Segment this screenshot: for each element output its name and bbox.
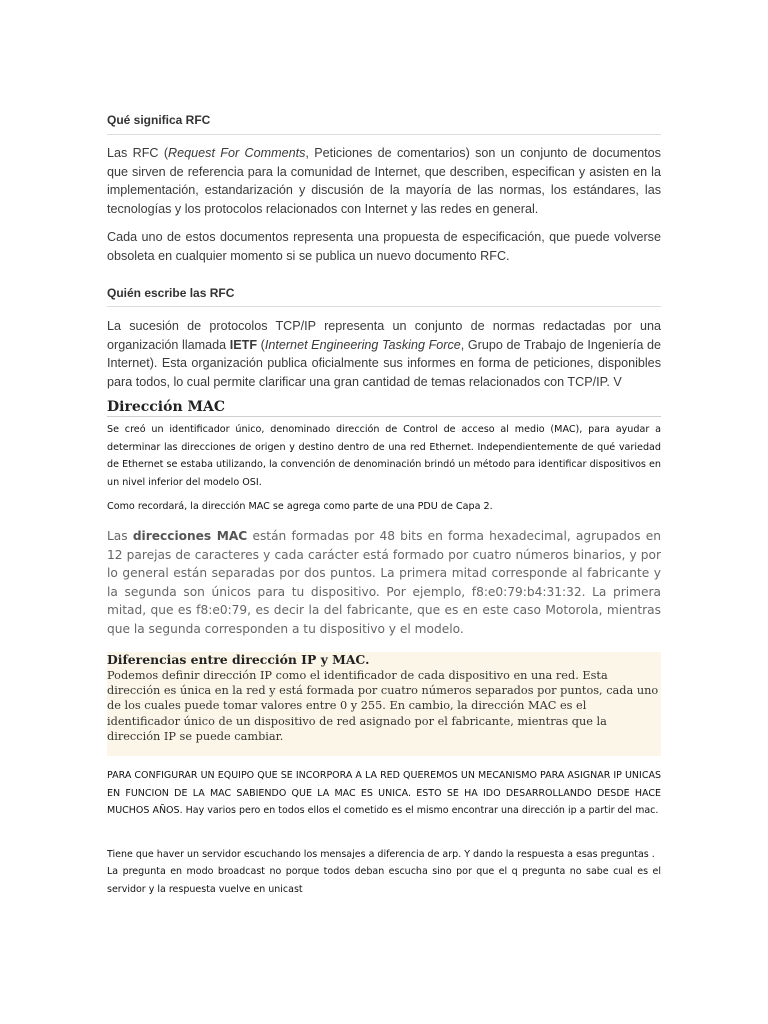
ietf-expansion: Internet Engineering Tasking Force bbox=[264, 337, 461, 352]
notes-paragraph-broadcast: La pregunta en modo broadcast no porque todos deban escucha sino por que el q pregunta no sabe cual es el servidor y la respuesta vuelve en unicast bbox=[107, 866, 661, 895]
heading-direccion-mac: Dirección MAC bbox=[107, 399, 226, 415]
heading-quien-escribe-rfc: Quién escribe las RFC bbox=[107, 286, 235, 300]
ietf-paragraph: La sucesión de protocolos TCP/IP representa un conjunto de normas redactadas por una organización llamada IETF (Internet Engineering Tasking Force, Grupo de Trabajo de Ingeniería de Internet). Esta organización publica oficialmente sus informes en forma de peticiones, disponibles para todos, lo cual permite clarificar una gran cantidad de temas relacionados con TCP/IP. V bbox=[107, 319, 661, 389]
ietf-acronym: IETF bbox=[229, 337, 258, 352]
heading-divider bbox=[107, 134, 661, 135]
rfc-definition-paragraph: Las RFC (Request For Comments, Peticiones de comentarios) son un conjunto de documentos que sirven de referencia para la comunidad de Internet, que describen, especifican y asisten en la implementación, estandarización y discusión de la mayoría de las normas, los estándares, las tecnologías y los protocolos relacionados con Internet y las redes en general. bbox=[107, 146, 661, 216]
callout-title: Diferencias entre dirección IP y MAC. bbox=[107, 652, 370, 667]
rfc-expansion: Request For Comments bbox=[168, 146, 306, 160]
heading-que-significa-rfc: Qué significa RFC bbox=[107, 113, 211, 127]
mac-term: direcciones MAC bbox=[132, 529, 248, 543]
mac-format-paragraph: Las direcciones MAC están formadas por 48 bits en forma hexadecimal, agrupados en 12 parejas de caracteres y cada carácter está formado por cuatro números binarios, y por lo general están separadas por dos puntos. La primera mitad corresponde al fabricante y la segunda son únicos para tu dispositivo. Por ejemplo, f8:e0:79:b4:31:32. La primera mitad, que es f8:e0:79, es decir la del fabricante, que es en este caso Motorola, mientras que la segunda corresponden a tu dispositivo y el modelo. bbox=[107, 529, 662, 636]
notes-paragraph-uppercase: PARA CONFIGURAR UN EQUIPO QUE SE INCORPORA A LA RED QUEREMOS UN MECANISMO PARA ASIGNAR IP UNICAS EN FUNCION DE LA MAC SABIENDO QUE LA MAC ES UNICA. ESTO SE HA IDO DESARROLLANDO DESDE HACE MUCHOS AÑOS. Hay varios pero en todos ellos el cometido es el mismo encontrar una dirección ip a partir del mac. bbox=[107, 770, 661, 816]
heading-divider bbox=[107, 306, 661, 307]
mac-origin-paragraph: Se creó un identificador único, denominado dirección de Control de acceso al medio (MAC), para ayudar a determinar las direcciones de origen y destino dentro de una red Ethernet. Independientemente de qué variedad de Ethernet se estaba utilizando, la convención de denominación brindó un método para identificar dispositivos en un nivel inferior del modelo OSI. bbox=[107, 424, 661, 488]
ip-vs-mac-callout bbox=[107, 652, 661, 756]
notes-paragraph-server: Tiene que haver un servidor escuchando los mensajes a diferencia de arp. Y dando la respuesta a esas preguntas . bbox=[107, 849, 655, 860]
heading-divider bbox=[107, 416, 661, 417]
callout-text: Podemos definir dirección IP como el identificador de cada dispositivo en una red. Esta dirección es única en la red y está formada por cuatro números separados por puntos, cada uno de los cuales puede tomar valores entre 0 y 255. En cambio, la dirección MAC es el identificador único de un dispositivo de red asignado por el fabricante, mientras que la dirección IP se puede cambiar. bbox=[107, 669, 659, 743]
rfc-proposal-paragraph: Cada uno de estos documentos representa una propuesta de especificación, que puede volverse obsoleta en cualquier momento si se publica un nuevo documento RFC. bbox=[107, 230, 661, 263]
mac-pdu-paragraph: Como recordará, la dirección MAC se agrega como parte de una PDU de Capa 2. bbox=[107, 501, 493, 512]
